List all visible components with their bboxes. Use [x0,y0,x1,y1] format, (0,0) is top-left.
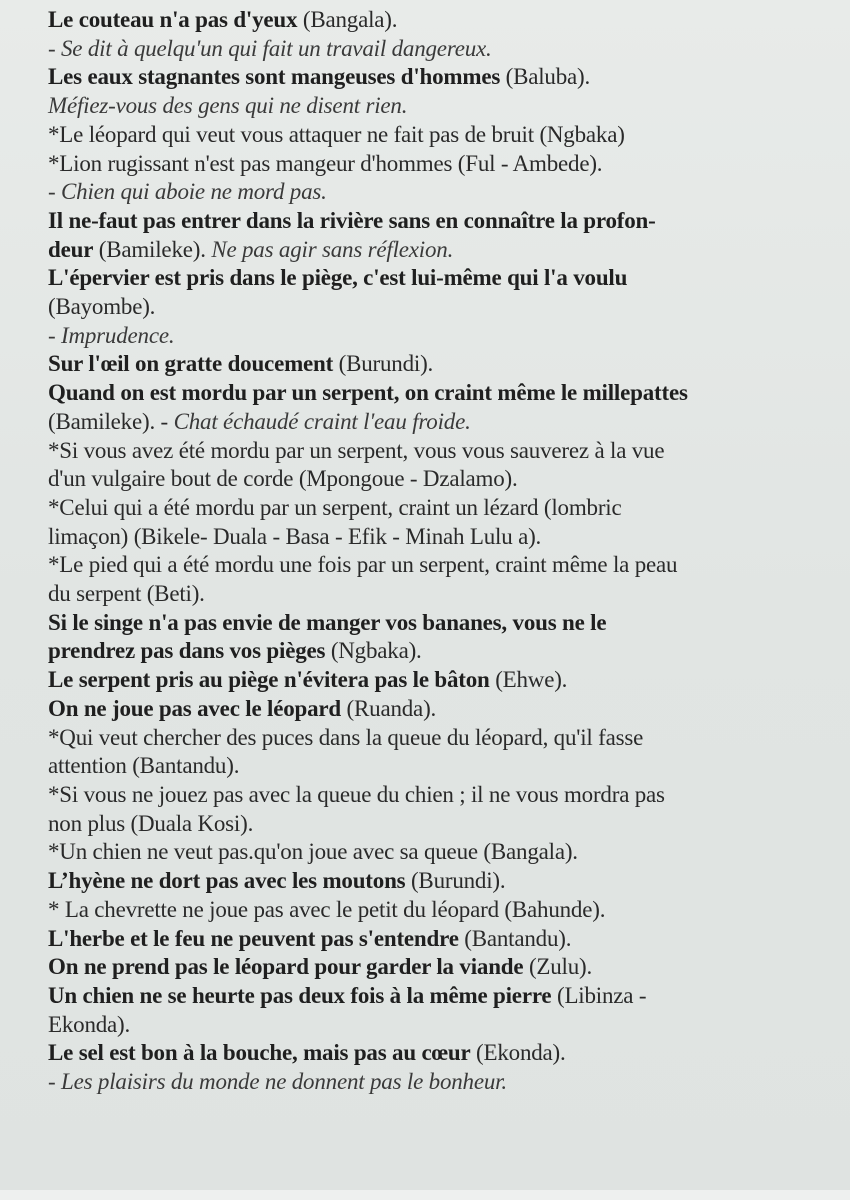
text-line [48,1039,828,1068]
origin-text: *Si vous ne jouez pas avec la queue du chien ; il ne vous mordra pas [48,781,665,807]
proverb-bold: Sur l'œil on gratte doucement [48,351,334,377]
text-line [48,379,828,408]
text-line [48,551,828,580]
origin-text: (Zulu). [523,954,593,980]
proverb-bold: L'épervier est pris dans le piège, c'est lui-même qui l'a voulu [48,265,628,291]
proverb-bold: prendrez pas dans vos pièges [48,638,326,664]
origin-text: limaçon) (Bikele- Duala - Basa - Efik - Minah Lulu a). [48,523,542,549]
meaning-italic: - Se dit à quelqu'un qui fait un travail dangereux. [48,35,492,61]
origin-text: *Un chien ne veut pas.qu'on joue avec sa queue (Bangala). [48,839,578,865]
text-line [48,1011,828,1040]
origin-text: (Ekonda). [470,1040,566,1066]
proverb-bold: Un chien ne se heurte pas deux fois à la même pierre [48,982,552,1008]
text-line [48,982,828,1011]
origin-text: du serpent (Beti). [48,581,205,607]
text-line [48,523,828,552]
text-line [48,236,828,265]
origin-text: *Lion rugissant n'est pas mangeur d'hommes (Ful - Ambede). [48,150,603,176]
text-line [48,580,828,609]
meaning-italic: - Imprudence. [48,322,175,348]
text-line [48,781,828,810]
meaning-italic: - Chien qui aboie ne mord pas. [48,179,327,205]
proverb-bold: Si le singe n'a pas envie de manger vos bananes, vous ne le [48,609,607,635]
text-line [48,6,828,35]
text-line [48,63,828,92]
origin-text: *Le léopard qui veut vous attaquer ne fait pas de bruit (Ngbaka) [48,121,625,147]
text-line [48,695,828,724]
meaning-italic: Méfiez-vous des gens qui ne disent rien. [48,93,408,119]
text-line [48,293,828,322]
text-line [48,867,828,896]
text-line [48,35,828,64]
origin-text: *Si vous avez été mordu par un serpent, vous vous sauverez à la vue [48,437,665,463]
origin-text: (Ruanda). [341,695,437,721]
text-line [48,465,828,494]
origin-text: *Qui veut chercher des puces dans la queue du léopard, qu'il fasse [48,724,644,750]
origin-text: attention (Bantandu). [48,753,240,779]
origin-text: (Burundi). [405,868,506,894]
origin-text: (Burundi). [333,351,434,377]
text-line [48,896,828,925]
proverbs-text [48,6,828,1097]
proverb-bold: Quand on est mordu par un serpent, on craint même le millepattes [48,380,688,406]
origin-text: (Ehwe). [489,667,568,693]
origin-text: d'un vulgaire bout de corde (Mpongoue - Dzalamo). [48,466,518,492]
text-line [48,121,828,150]
origin-text: (Bayombe). [48,294,156,320]
origin-text: (Bamileke). - [48,408,174,434]
meaning-italic: Chat échaudé craint l'eau froide. [173,408,471,434]
proverb-bold: Les eaux stagnantes sont mangeuses d'hommes [48,64,501,90]
text-line [48,350,828,379]
text-line [48,207,828,236]
origin-text: non plus (Duala Kosi). [48,810,254,836]
text-line [48,925,828,954]
proverb-bold: Il ne-faut pas entrer dans la rivière sans en connaître la profon- [48,207,656,233]
text-line [48,1068,828,1097]
proverb-bold: Le serpent pris au piège n'évitera pas le bâton [48,667,490,693]
proverb-bold: L'herbe et le feu ne peuvent pas s'entendre [48,925,459,951]
origin-text: (Baluba). [500,64,591,90]
meaning-italic: Ne pas agir sans réflexion. [211,236,454,262]
origin-text: (Bangala). [297,7,398,32]
text-line [48,408,828,437]
text-line [48,322,828,351]
origin-text: * La chevrette ne joue pas avec le petit du léopard (Bahunde). [48,896,606,922]
origin-text: (Libinza - [551,982,647,1008]
proverb-bold: Le couteau n'a pas d'yeux [48,7,298,32]
text-line [48,838,828,867]
text-line [48,666,828,695]
origin-text: Ekonda). [48,1011,131,1037]
text-line [48,264,828,293]
origin-text: *Le pied qui a été mordu une fois par un serpent, craint même la peau [48,552,678,578]
text-line [48,609,828,638]
origin-text: (Ngbaka). [325,638,422,664]
proverb-bold: deur [48,236,94,262]
text-line [48,752,828,781]
text-line [48,953,828,982]
proverb-bold: On ne prend pas le léopard pour garder la viande [48,954,524,980]
text-line [48,150,828,179]
text-line [48,92,828,121]
text-line [48,810,828,839]
text-line [48,637,828,666]
meaning-italic: - Les plaisirs du monde ne donnent pas le bonheur. [48,1069,507,1095]
text-line [48,724,828,753]
text-line [48,178,828,207]
text-line [48,437,828,466]
proverb-bold: L’hyène ne dort pas avec les moutons [48,868,406,894]
origin-text: *Celui qui a été mordu par un serpent, craint un lézard (lombric [48,494,622,520]
proverb-bold: On ne joue pas avec le léopard [48,695,341,721]
origin-text: (Bamileke). [93,236,212,262]
text-line [48,494,828,523]
proverb-bold: Le sel est bon à la bouche, mais pas au cœur [48,1040,471,1066]
origin-text: (Bantandu). [458,925,572,951]
